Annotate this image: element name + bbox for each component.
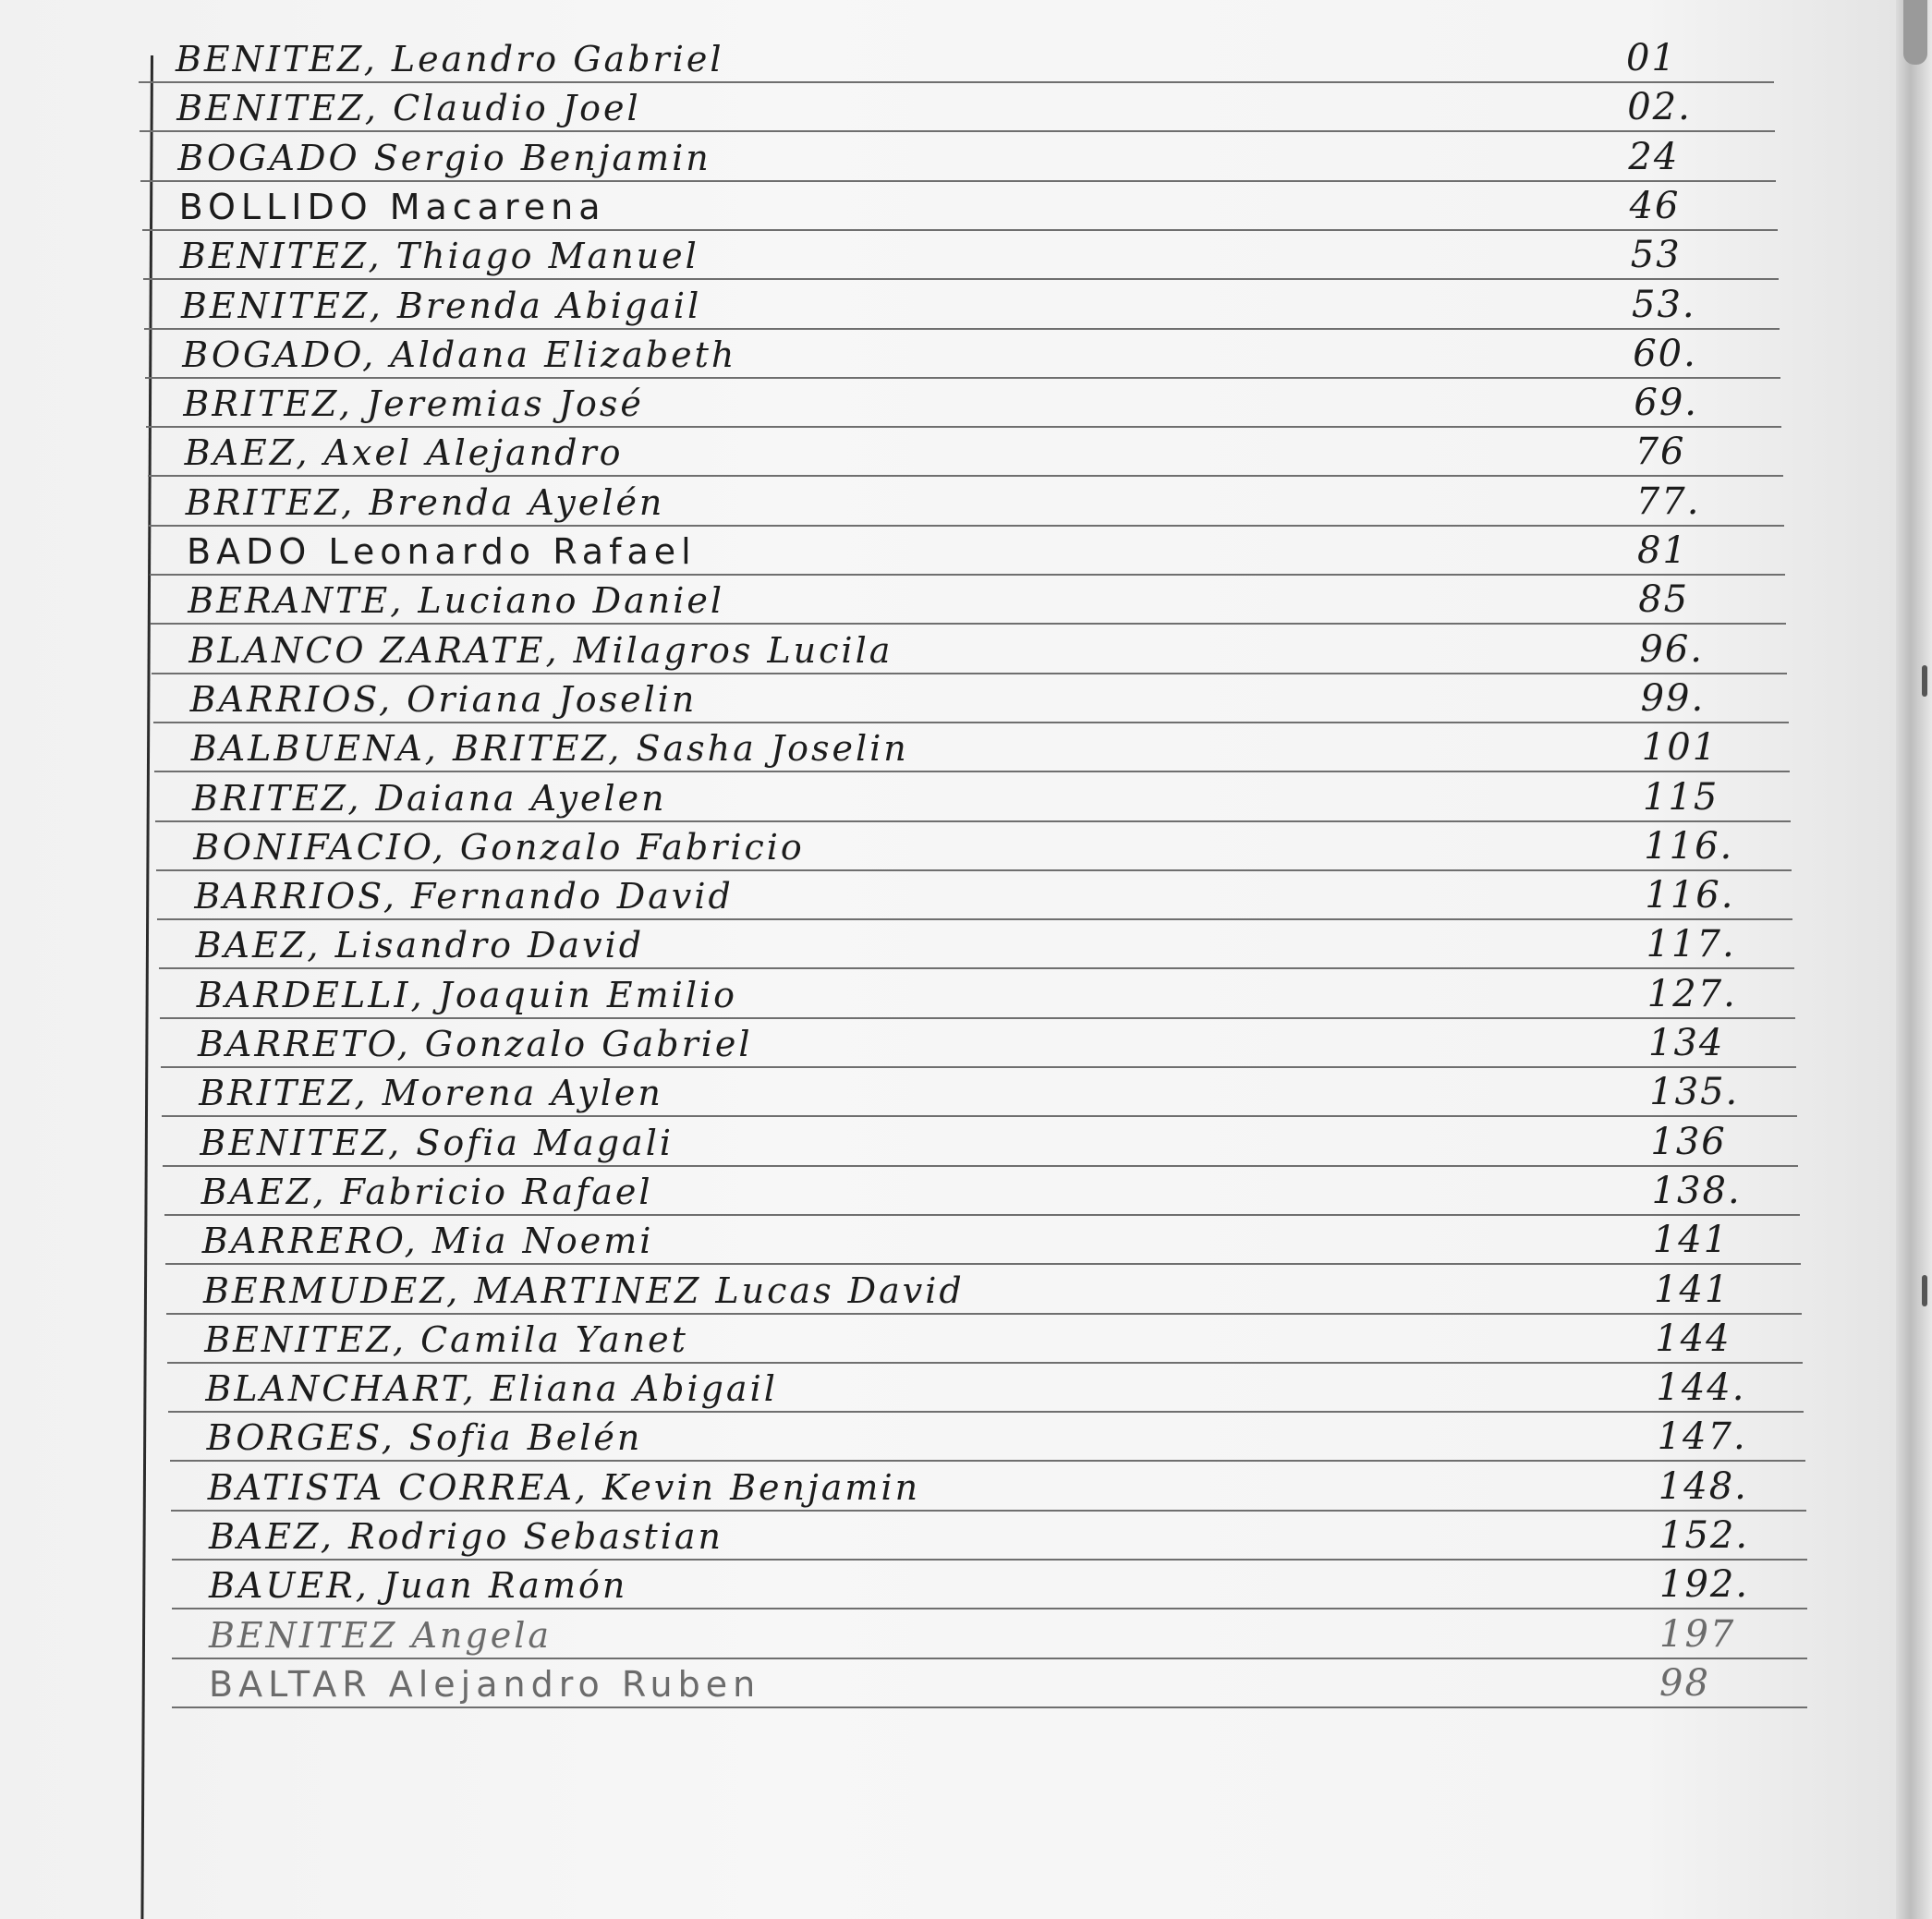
entry-number: 46: [1629, 184, 1681, 227]
list-item: [149, 479, 1784, 527]
ruled-line: [166, 1313, 1802, 1315]
list-item: [152, 626, 1787, 674]
entry-name: BENITEZ, Sofia Magali: [200, 1122, 674, 1163]
entry-number: 99.: [1640, 676, 1706, 720]
entry-name: BOGADO, Aldana Elizabeth: [182, 334, 737, 375]
entry-name: BONIFACIO, Gonzalo Fabricio: [193, 826, 805, 868]
entry-number: 96.: [1639, 627, 1705, 671]
entry-name: BERANTE, Luciano Daniel: [188, 580, 725, 622]
list-item: [166, 1267, 1802, 1315]
list-item: [160, 971, 1795, 1019]
entry-number: 116.: [1645, 874, 1735, 917]
ruled-line: [172, 1608, 1807, 1609]
entry-number: 147.: [1657, 1415, 1747, 1459]
entry-number: 01: [1626, 37, 1677, 79]
list-item: [164, 1168, 1800, 1216]
list-item: [167, 1316, 1803, 1364]
entry-name: BOGADO Sergio Benjamin: [177, 137, 711, 178]
list-item: [157, 872, 1792, 920]
list-item: [139, 35, 1774, 83]
entry-name: BAEZ, Rodrigo Sebastian: [209, 1516, 723, 1557]
ruled-line: [142, 229, 1778, 231]
ruled-line: [149, 525, 1784, 527]
list-item: [168, 1365, 1804, 1413]
ruled-line: [143, 278, 1779, 280]
ruled-line: [167, 1362, 1803, 1364]
list-item: [172, 1561, 1807, 1609]
entry-number: 101: [1641, 726, 1719, 770]
entry-number: 77.: [1635, 480, 1701, 523]
list-item: [155, 774, 1791, 822]
entry-name: BENITEZ, Claudio Joel: [176, 88, 641, 129]
ruled-line: [161, 1066, 1796, 1068]
ruled-line: [144, 328, 1780, 330]
ruled-line: [156, 869, 1792, 871]
ruled-line: [159, 967, 1794, 969]
ruled-line: [172, 1658, 1807, 1659]
list-item: [163, 1119, 1798, 1167]
entry-number: 60.: [1633, 332, 1697, 375]
entry-number: 135.: [1649, 1071, 1740, 1114]
list-item: [156, 823, 1792, 871]
ruled-line: [140, 180, 1776, 182]
ruled-line: [154, 771, 1790, 772]
ruled-line: [155, 820, 1791, 822]
list-item: [172, 1512, 1807, 1561]
ruled-line: [153, 722, 1789, 723]
list-item: [145, 331, 1780, 379]
entry-name: BENITEZ, Thiago Manuel: [179, 236, 699, 277]
ruled-line: [160, 1017, 1795, 1019]
entry-name: BENITEZ, Brenda Abigail: [181, 285, 702, 326]
entry-number: 152.: [1659, 1514, 1750, 1557]
ruled-line: [172, 1559, 1807, 1561]
list-item: [172, 1660, 1807, 1708]
entry-number: 134: [1648, 1022, 1725, 1064]
entry-number: 127.: [1646, 972, 1737, 1015]
list-item: [161, 1020, 1796, 1068]
list-item: [154, 724, 1790, 772]
entry-name: BAEZ, Axel Alejandro: [184, 432, 624, 474]
entry-name: BENITEZ, Camila Yanet: [204, 1318, 688, 1360]
ruled-line: [168, 1411, 1804, 1413]
entry-name: BAEZ, Lisandro David: [195, 925, 645, 966]
ruled-line: [146, 426, 1781, 428]
entry-number: 81: [1637, 529, 1688, 572]
entry-number: 197: [1659, 1612, 1736, 1656]
ruled-line: [172, 1706, 1807, 1708]
entry-number: 144.: [1656, 1366, 1746, 1410]
entry-name: BARRIOS, Oriana Joselin: [189, 678, 698, 720]
list-item: [171, 1464, 1806, 1512]
list-item: [150, 528, 1785, 576]
list-item: [170, 1414, 1805, 1462]
ruled-line: [148, 475, 1783, 477]
list-item: [172, 1611, 1807, 1659]
ruled-line: [145, 377, 1780, 379]
entry-number: 85: [1638, 578, 1690, 622]
entry-number: 76: [1634, 431, 1686, 474]
entry-name: BENITEZ Angela: [209, 1614, 553, 1656]
entry-name: BALBUENA, BRITEZ, Sasha Joselin: [190, 728, 909, 770]
entry-name: BAUER, Juan Ramón: [209, 1565, 628, 1607]
ruled-line: [170, 1460, 1805, 1462]
entry-name: BAEZ, Fabricio Rafael: [200, 1171, 653, 1212]
list-item: [143, 232, 1779, 280]
entry-number: 53.: [1632, 283, 1696, 326]
entry-number: 02.: [1627, 86, 1692, 129]
entry-number: 141: [1652, 1219, 1730, 1262]
entry-name: BRITEZ, Morena Aylen: [199, 1073, 663, 1114]
ruled-line: [139, 81, 1774, 83]
entry-number: 115: [1643, 775, 1719, 819]
list-item: [142, 183, 1778, 231]
entry-name: BERMUDEZ, MARTINEZ Lucas David: [203, 1269, 965, 1311]
ruled-line: [151, 623, 1786, 625]
ruled-line: [140, 130, 1775, 132]
ruled-line: [171, 1510, 1806, 1512]
list-item: [153, 675, 1789, 723]
list-item: [146, 380, 1781, 428]
ruled-line: [163, 1165, 1798, 1167]
entry-name: BATISTA CORREA, Kevin Benjamin: [207, 1466, 921, 1508]
entry-name: BLANCO ZARATE, Milagros Lucila: [188, 629, 893, 671]
entry-name: BRITEZ, Jeremias José: [183, 383, 644, 425]
entry-number: 144: [1655, 1317, 1732, 1360]
entry-name: BORGES, Sofia Belén: [206, 1417, 643, 1459]
entry-number: 69.: [1634, 382, 1699, 425]
list-item: [140, 84, 1775, 132]
entry-name: BENITEZ, Leandro Gabriel: [176, 39, 724, 79]
entry-number: 116.: [1644, 824, 1734, 868]
entry-number: 117.: [1646, 923, 1736, 966]
ruled-line: [162, 1115, 1797, 1117]
list-item: [159, 921, 1794, 969]
entry-number: 24: [1628, 135, 1680, 178]
ruled-line: [157, 918, 1792, 920]
ruled-line: [150, 574, 1785, 576]
list-item: [148, 429, 1783, 477]
list-item: [140, 134, 1776, 182]
list-item: [165, 1217, 1801, 1265]
entry-number: 136: [1650, 1120, 1727, 1163]
ruled-line: [152, 673, 1787, 674]
entry-number: 148.: [1658, 1464, 1748, 1508]
entry-name: BARRERO, Mia Noemi: [201, 1221, 654, 1262]
entry-name: BRITEZ, Brenda Ayelén: [185, 481, 665, 523]
entry-name: BLANCHART, Eliana Abigail: [205, 1368, 778, 1410]
entry-number: 98: [1659, 1661, 1710, 1705]
entry-name: BARDELLI, Joaquin Emilio: [196, 974, 738, 1015]
entry-name: BOLLIDO Macarena: [178, 186, 606, 227]
entry-name: BADO Leonardo Rafael: [187, 531, 697, 572]
entry-number: 141: [1654, 1268, 1731, 1311]
ruled-line: [165, 1263, 1801, 1265]
entry-number: 138.: [1651, 1169, 1742, 1212]
entry-number: 192.: [1659, 1563, 1750, 1607]
entry-name: BARRIOS, Fernando David: [194, 876, 734, 917]
ruled-line: [164, 1214, 1800, 1216]
entry-name: BARRETO, Gonzalo Gabriel: [198, 1024, 753, 1064]
entry-number: 53: [1630, 234, 1682, 277]
list-item: [162, 1069, 1797, 1117]
entry-name: BALTAR Alejandro Ruben: [209, 1663, 761, 1705]
list-item: [144, 282, 1780, 330]
list-item: [151, 577, 1786, 625]
entry-name: BRITEZ, Daiana Ayelen: [192, 777, 667, 819]
